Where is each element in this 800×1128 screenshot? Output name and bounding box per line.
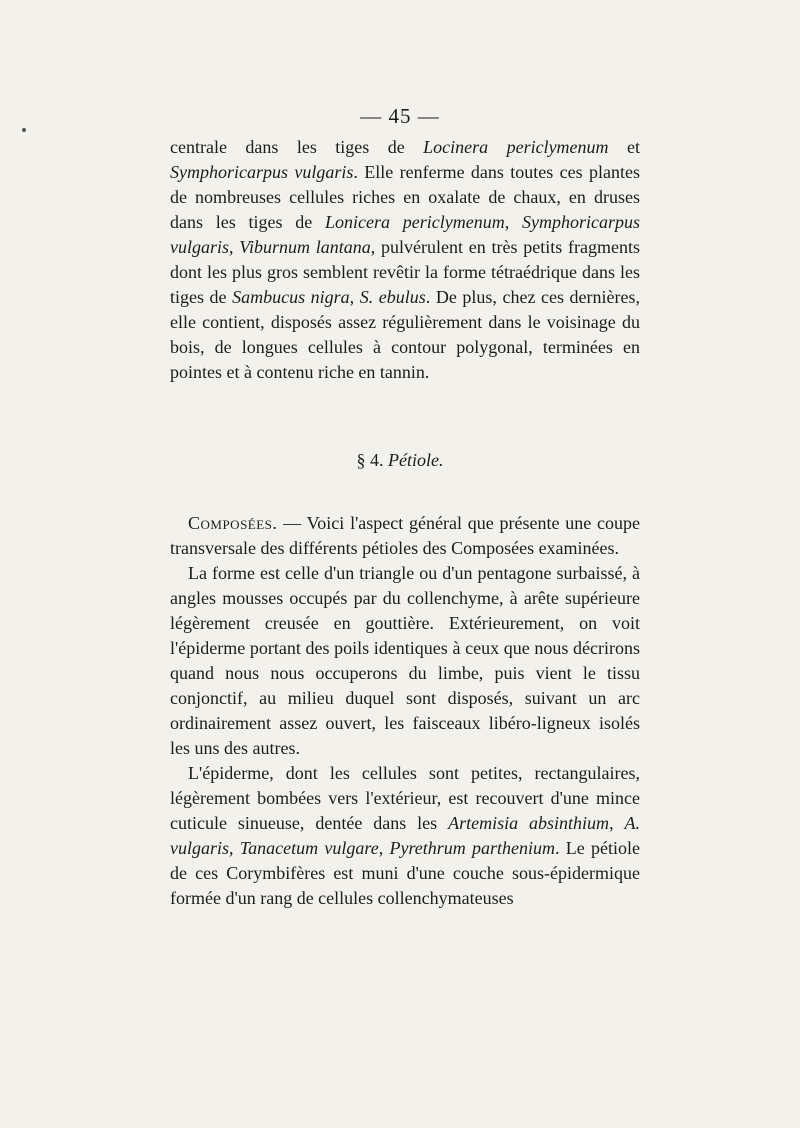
text-run: , [229, 237, 240, 257]
italic-text-run: S. ebulus [359, 287, 426, 307]
paragraph-petiole-shape [170, 561, 640, 761]
text-run: , [504, 212, 522, 232]
section-symbol: § 4. [356, 450, 384, 470]
section-heading [0, 450, 800, 471]
italic-text-run: Pyrethrum parthenium [389, 838, 556, 858]
text-run: , [378, 838, 390, 858]
italic-text-run: Symphoricarpus vulgaris [170, 162, 354, 182]
italic-text-run: Sambucus nigra [232, 287, 350, 307]
italic-text-run: A. vulgaris [170, 813, 640, 858]
text-run: , [609, 813, 625, 833]
section-title: Pétiole. [388, 450, 444, 470]
text-run: . Elle renferme dans toutes ces plantes de nombreuses cellules riches en oxalate de chaux, en druses dans les tiges de [170, 162, 640, 232]
text-run: , [229, 838, 240, 858]
small-caps-text-run: Composées. [188, 513, 278, 533]
paragraph-composees [170, 511, 640, 561]
text-run: centrale dans les tiges de [170, 137, 424, 157]
text-run: , [349, 287, 360, 307]
text-run: . De plus, chez ces dernières, elle contient, disposés assez régulièrement dans le voisinage du bois, de longues cellules à contour polygonal, terminées en pointes et à contenu riche en tannin. [170, 287, 640, 382]
italic-text-run: Locinera periclymenum [423, 137, 609, 157]
text-run: — Voici l'aspect général que présente une coupe transversale des différents pétioles des Composées examinées. [170, 513, 640, 558]
text-block-lower [170, 511, 640, 911]
page-number: — 45 — [360, 104, 440, 128]
text-run: et [608, 137, 640, 157]
italic-text-run: Lonicera periclymenum [325, 212, 505, 232]
italic-text-run: Viburnum lantana [239, 237, 371, 257]
text-run: La forme est celle d'un triangle ou d'un pentagone surbaissé, à angles mousses occupés par du collenchyme, à arête supérieure légèrement creusée en gouttière. Extérieurement, on voit l'épiderme portant des poils identiques à ceux que nous décrirons quand nous nous occuperons du limbe, puis vient le tissu conjonctif, au milieu duquel sont disposés, suivant un arc ordinairement assez ouvert, les faisceaux libéro-ligneux isolés les uns des autres. [170, 563, 640, 758]
text-run: . Le pétiole de ces Corymbifères est muni d'une couche sous-épidermique formée d'un rang de cellules collenchymateuses [170, 838, 641, 908]
text-run: L'épiderme, dont les cellules sont petites, rectangulaires, légèrement bombées vers l'extérieur, est recouvert d'une mince cuticule sinueuse, dentée dans les [170, 763, 640, 833]
paragraph-epidermis [170, 761, 640, 911]
italic-text-run: Symphoricarpus vulgaris [170, 212, 640, 257]
italic-text-run: Artemisia absinthium [448, 813, 610, 833]
italic-text-run: Tanacetum vulgare [239, 838, 379, 858]
text-run: , pulvérulent en très petits fragments dont les plus gros semblent revêtir la forme tétraédrique dans les tiges de [170, 237, 640, 307]
paragraph-stem-contents [170, 135, 640, 385]
text-block-upper [170, 135, 640, 385]
